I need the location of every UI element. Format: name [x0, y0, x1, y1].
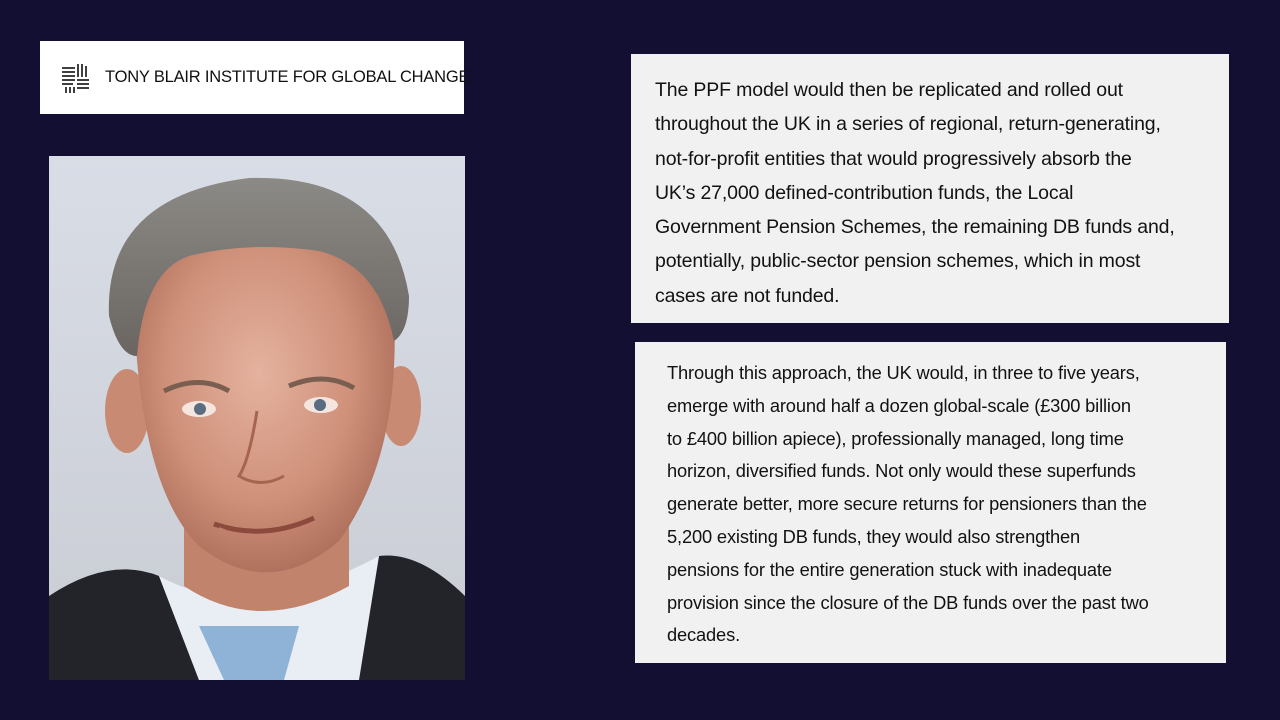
portrait-photo	[49, 156, 465, 680]
text-line: emerge with around half a dozen global-scale (£300 billion	[667, 394, 1131, 416]
text-line: potentially, public-sector pension schemes, which in most	[655, 250, 1141, 273]
text-line: decades.	[667, 624, 740, 646]
text-line: cases are not funded.	[655, 284, 840, 307]
quote-panel-superfunds	[635, 342, 1226, 663]
quote-panel-ppf-model	[631, 54, 1229, 323]
text-line: pensions for the entire generation stuck with inadequate	[667, 558, 1112, 580]
text-line: to £400 billion apiece), professionally managed, long time	[667, 427, 1124, 449]
text-line: provision since the closure of the DB funds over the past two	[667, 591, 1149, 613]
text-line: Government Pension Schemes, the remaining DB funds and,	[655, 216, 1175, 239]
text-line: throughout the UK in a series of regional, return-generating,	[655, 113, 1161, 136]
tbi-crosshatch-logo-icon	[59, 62, 91, 94]
text-line: generate better, more secure returns for pensioners than the	[667, 493, 1147, 515]
text-line: not-for-profit entities that would progressively absorb the	[655, 147, 1132, 170]
text-line: The PPF model would then be replicated and rolled out	[655, 79, 1123, 101]
text-line: horizon, diversified funds. Not only would these superfunds	[667, 460, 1136, 482]
logo-banner	[40, 41, 470, 114]
text-line: Through this approach, the UK would, in three to five years,	[667, 362, 1140, 383]
text-line: UK’s 27,000 defined-contribution funds, the Local	[655, 181, 1074, 204]
logo-text: TONY BLAIR INSTITUTE FOR GLOBAL CHANGE	[105, 68, 470, 86]
text-line: 5,200 existing DB funds, they would also strengthen	[667, 525, 1081, 547]
